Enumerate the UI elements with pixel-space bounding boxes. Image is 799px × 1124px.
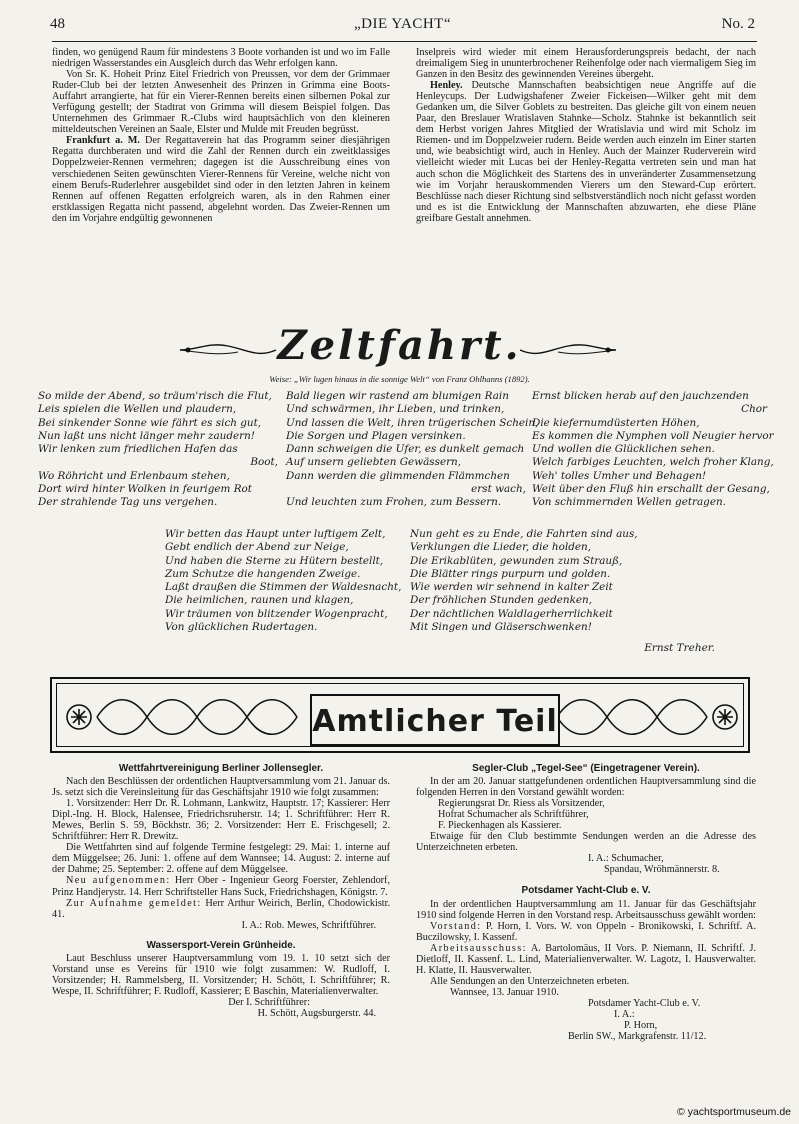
poem-stanza-1 bbox=[38, 390, 278, 510]
poem-line: Bald liegen wir rastend am blumigen Rain bbox=[286, 390, 509, 402]
signature: P. Horn, bbox=[624, 1020, 658, 1032]
paragraph: Etwaige für den Club bestimmte Sendungen werden an die Adresse des Unterzeichneten erbeten. bbox=[416, 831, 756, 854]
paragraph: Alle Sendungen an den Unterzeichneten erbeten. bbox=[430, 975, 630, 987]
paragraph: 1. Vorsitzender: Herr Dr. R. Lohmann, Lankwitz, Hauptstr. 17; Kassierer: Herr Dipl.-Ing. H. Block, Halensee, Friedrichsruherstr. 14; 1. Schriftführer: Herr R. Mewes, Berlin S. 59, Böckhstr. 36; 2. Vorsitzender: Herr E. Frischgesell; 2. Schriftführer: Herr R. Drewitz. bbox=[52, 798, 390, 843]
paragraph: P. Horn, I. Vors. W. von Oppeln - Bronikowski, I. Schriftf. A. Buczilowsky, I. Kassenf. bbox=[416, 920, 756, 943]
poem-line: Wie werden wir sehnend in kalter Zeit bbox=[410, 581, 613, 594]
poem-line: Wir betten das Haupt unter luftigem Zelt, bbox=[165, 528, 386, 540]
article-lead: Henley. bbox=[430, 80, 463, 92]
signature: H. Schött, Augsburgerstr. 44. bbox=[257, 1007, 376, 1019]
poem-line: Und lassen die Welt, ihren trügerischen Schein, bbox=[286, 416, 539, 429]
section-heading: Wassersport-Verein Grünheide. bbox=[146, 939, 296, 951]
poem-stanza-3 bbox=[532, 390, 774, 510]
poem-line: Nun laßt uns nicht länger mehr zaudern! bbox=[38, 429, 255, 442]
paragraph: Der Regattaverein hat das Programm seiner diesjährigen Regatta durchberaten und wird die Zahl der Rennen durch ein zweitklassiges Doppelzweier-Rennen vermehren; dagegen ist die Ausschreibung eines von verschiedenen Seiten gewünschten Vierer-Rennens für Vereine, welche nicht von einem Berufs-Ruderlehrer ausgebildet sind oder in den letzten Jahren in keinem Rennen auf offenen Regatten erfolgreich waren, als in den Rahmen einer erstklassigen Regatta nicht passend, abgelehnt worden. Das Zweier-Rennen um den im Vorjahre endgültig gewonnenen bbox=[52, 135, 390, 224]
banner-title: Amtlicher Teil bbox=[310, 694, 560, 746]
signature: Potsdamer Yacht-Club e. V. bbox=[588, 997, 701, 1009]
poem-line: Die Blätter rings purpurn und golden. bbox=[410, 567, 611, 580]
poem-line: So milde der Abend, so träum'risch die Flut, bbox=[38, 390, 272, 402]
poem-stanza-5 bbox=[410, 528, 650, 634]
poem-line: Und leuchten zum Frohen, zum Bessern. bbox=[286, 496, 502, 509]
poem-line: Dann schweigen die Ufer, es dunkelt gemach bbox=[286, 443, 525, 456]
banner-frame bbox=[56, 683, 744, 747]
paragraph: Von Sr. K. Hoheit Prinz Eitel Friedrich von Preussen, vor dem der Grimmaer Ruder-Club bei der letzten Anwesenheit des Prinzen in Grimma eine Boots-Auffahrt arrangierte, hat für ein Vierer-Rennen bereits einen silbernen Pokal zur Verfügung gestellt; der Stadtrat von Grimma will diesem Beispiel folgen. Das Unternehmen des Grimmaer R.-Clubs wird hauptsächlich von den kleineren mitteldeutschen Vereinen an Saale, Elster und Mulde mit Freuden begrüsst. bbox=[52, 69, 390, 136]
poem-line: Von schimmernden Wellen getragen. bbox=[532, 496, 726, 509]
signature: Spandau, Wröhmännerstr. 8. bbox=[604, 864, 720, 876]
poem-line: Chor bbox=[741, 403, 767, 416]
list-item: Hofrat Schumacher als Schriftführer, bbox=[438, 809, 589, 821]
section-tegel bbox=[416, 763, 756, 1042]
poem-line: Mit Singen und Gläserschwenken! bbox=[410, 621, 592, 634]
poem-melody-note: Weise: „Wir lugen hinaus in die sonnige Welt“ von Franz Ohlhanns (1892). bbox=[269, 374, 530, 384]
date-line: Wannsee, 13. Januar 1910. bbox=[450, 986, 559, 998]
paragraph: Herr Arthur Weirich, Berlin, Chodowickistr. 41. bbox=[52, 897, 390, 920]
poem-line: Die Sorgen und Plagen versinken. bbox=[286, 429, 466, 442]
paragraph: Laut Beschluss unserer Hauptversammlung vom 19. 1. 10 setzt sich der Vorstand unse es Vereins für 1910 wie folgt zusammen: W. Rudloff, I. Vorsitzender; H. Rammelsberg, II. Vorsitzender; H. Schött, I. Schriftführer; R. Wespe, II. Schriftführer; F. Rudloff, Kassierer; E Baschin, Materialienverwalter. bbox=[52, 952, 390, 997]
poem-line: Laßt draußen die Stimmen der Waldesnacht, bbox=[165, 581, 402, 594]
list-item: F. Pieckenhagen als Kassierer. bbox=[438, 820, 562, 832]
signature: I. A.: Schumacher, bbox=[588, 853, 664, 865]
poem-line: Welch farbiges Leuchten, welch froher Klang, bbox=[532, 456, 774, 469]
list-item: Regierungsrat Dr. Riess als Vorsitzender, bbox=[438, 798, 605, 810]
poem-line: Dann werden die glimmenden Flämmchen bbox=[286, 469, 510, 482]
poem-title: Zeltfahrt. bbox=[277, 322, 522, 369]
poem-line: Dort wird hinter Wolken in feurigem Rot bbox=[38, 483, 252, 496]
header-rule bbox=[52, 41, 757, 42]
section-banner bbox=[50, 677, 750, 753]
paragraph: Deutsche Mannschaften beabsichtigen neue Angriffe auf die Henleycups. Der Ludwigshafener Zweier Fickeisen—Wilker geht mit dem Gedanken um, die Silver Goblets zu bestreiten. Das gleiche gilt von einem neuen Paar, den Breslauer Wratislaven Stahnke—Scholz. Stahnke ist bekanntlich seit dem Herbst vorigen Jahres Mitglied der Wratislavia und wird mit Scholz im Riemen- und im Doppelzweier rudern. Beide werden auch einzeln im Einer starten und, wie beabsichtigt wird, auch in Henley. Auch der Mainzer Ruderverein wird vielleicht wieder mit Lucas bei der Henley-Regatta vertreten sein und man hat auch schon die Möglichkeit des Startens des in unveränderter Zusammensetzung wie im Vorjahr herauskommenden Vierers um den Steward-Cup erörtert. Beschlüsse nach dieser Richtung sind selbstverständlich noch nicht gefasst worden und es ist die Entwicklung der Mannschaften abzuwarten, ehe diese Pläne greifbare Gestalt annehmen. bbox=[416, 80, 756, 224]
poem-line: Wir träumen von blitzender Wogenpracht, bbox=[165, 607, 388, 620]
poem-line: Leis spielen die Wellen und plaudern, bbox=[38, 403, 237, 416]
poem-line: Es kommen die Nymphen voll Neugier hervor bbox=[532, 429, 774, 442]
right-ornament-icon bbox=[518, 338, 618, 362]
section-bjs bbox=[52, 763, 390, 1019]
poem-author: Ernst Treher. bbox=[644, 642, 715, 654]
poem-line: erst wach, bbox=[471, 483, 526, 496]
paragraph: A. Bartolomäus, II Vors. P. Niemann, II. Schriftf. J. Dietloff, II. Kassenf. L. Lind, Materialienverwalter. W. Lagotz, I. Hausverwalter. H. Klatte, II. Hausverwalter. bbox=[416, 942, 756, 976]
signature: Der I. Schriftführer: bbox=[228, 996, 310, 1008]
page-header bbox=[50, 16, 755, 38]
poem-line: Auf unsern geliebten Gewässern, bbox=[286, 456, 462, 469]
section-heading: Wettfahrtvereinigung Berliner Jollensegler. bbox=[118, 763, 324, 774]
poem-line: Von glücklichen Rudertagen. bbox=[165, 621, 318, 634]
article-right-top bbox=[416, 47, 756, 224]
section-heading: Potsdamer Yacht-Club e. V. bbox=[521, 885, 651, 897]
journal-title: „DIE YACHT“ bbox=[353, 16, 451, 32]
signature: Berlin SW., Markgrafenstr. 11/12. bbox=[568, 1031, 707, 1043]
poem-line: Die kiefernumdüsterten Höhen, bbox=[532, 416, 700, 429]
poem-line: Und schwärmen, ihr Lieben, und trinken, bbox=[286, 403, 505, 416]
paragraph: Inselpreis wird wieder mit einem Herausforderungspreis bedacht, der nach dreimaligem Sieg in ununterbrochener Reihenfolge oder nach viermaligem Sieg im Ganzen in den Besitz des gewinnenden Vereines übergeht. bbox=[416, 47, 756, 81]
poem-line: Nun geht es zu Ende, die Fahrten sind aus, bbox=[410, 528, 638, 540]
section-heading: Segler-Club „Tegel-See“ (Eingetragener Verein). bbox=[472, 763, 700, 774]
poem-line: Boot, bbox=[250, 456, 278, 469]
poem-line: Der fröhlichen Stunden gedenken, bbox=[410, 594, 593, 607]
poem-line: Und wollen die Glücklichen sehen. bbox=[532, 443, 715, 456]
poem-line: Ernst blicken herab auf den jauchzenden bbox=[532, 390, 749, 402]
paragraph: finden, wo genügend Raum für mindestens 3 Boote vorhanden ist und wo im Falle niedrigen Wasserstandes ein Ausgleich durch das Wehr erfolgen kann. bbox=[52, 47, 390, 70]
poem-stanza-4 bbox=[165, 528, 405, 634]
label: Arbeitsausschuss: bbox=[430, 942, 527, 954]
signature: I. A.: Rob. Mewes, Schriftführer. bbox=[241, 919, 376, 931]
paragraph: In der ordentlichen Hauptversammlung am 11. Januar für das Geschäftsjahr 1910 sind folgende Herren in den Vorstand resp. Arbeitsausschuss gewählt worden: bbox=[416, 898, 756, 921]
paragraph: Nach den Beschlüssen der ordentlichen Hauptversammlung vom 21. Januar ds. Js. setzt sich die Vereinsleitung für das Geschäftsjahr 1910 wie folgt zusammen: bbox=[52, 776, 390, 799]
issue-number: No. 2 bbox=[721, 16, 755, 32]
label: Zur Aufnahme gemeldet: bbox=[66, 897, 202, 909]
label: Vorstand: bbox=[430, 920, 482, 932]
poem-line: Der nächtlichen Waldlagerherrlichkeit bbox=[410, 607, 613, 620]
poem-line: Zum Schutze die hangenden Zweige. bbox=[165, 567, 361, 580]
poem-line: Weit über den Fluß hin erschallt der Gesang, bbox=[532, 483, 770, 496]
paragraph: In der am 20. Januar stattgefundenen ordentlichen Hauptversammlung sind die folgenden Herren in den Vorstand gewählt worden: bbox=[416, 776, 756, 799]
label: Neu aufgenommen: bbox=[66, 875, 171, 887]
poem-line: Weh' tolles Umher und Behagen! bbox=[532, 469, 707, 482]
poem-line: Wir lenken zum friedlichen Hafen das bbox=[38, 443, 238, 456]
signature: I. A.: bbox=[614, 1008, 635, 1020]
poem-line: Wo Röhricht und Erlenbaum stehen, bbox=[38, 469, 230, 482]
article-lead: Frankfurt a. M. bbox=[66, 135, 140, 147]
page-number: 48 bbox=[50, 16, 65, 32]
poem-line: Und haben die Sterne zu Hütern bestellt, bbox=[165, 554, 384, 567]
poem-stanza-2 bbox=[286, 390, 539, 510]
poem-line: Verklungen die Lieder, die holden, bbox=[410, 541, 591, 554]
watermark: © yachtsportmuseum.de bbox=[677, 1106, 791, 1118]
poem-line: Gebt endlich der Abend zur Neige, bbox=[165, 541, 349, 554]
paragraph: Herr Ober - Ingenieur Georg Foerster, Zehlendorf, Prinz Handjerystr. 14. Herr Schriftsteller Hans Suck, Friedrichshagen, Königstr. 7. bbox=[52, 875, 390, 898]
paragraph: Die Wettfahrten sind auf folgende Termine festgelegt: 29. Mai: 1. interne auf dem Müggelsee; 26. Juni: 1. offene auf dem Wannsee; 14. August: 2. interne auf der Dahme; 25. September: 2. offene auf dem Müggelsee. bbox=[52, 842, 390, 876]
poem-line: Die heimlichen, raunen und klagen, bbox=[165, 594, 354, 607]
poem-line: Der strahlende Tag uns vergehen. bbox=[38, 496, 218, 509]
poem-line: Bei sinkender Sonne wie fährt es sich gut, bbox=[38, 416, 262, 429]
article-left-top bbox=[52, 47, 390, 224]
poem-line: Die Erikablüten, gewunden zum Strauß, bbox=[410, 554, 623, 567]
